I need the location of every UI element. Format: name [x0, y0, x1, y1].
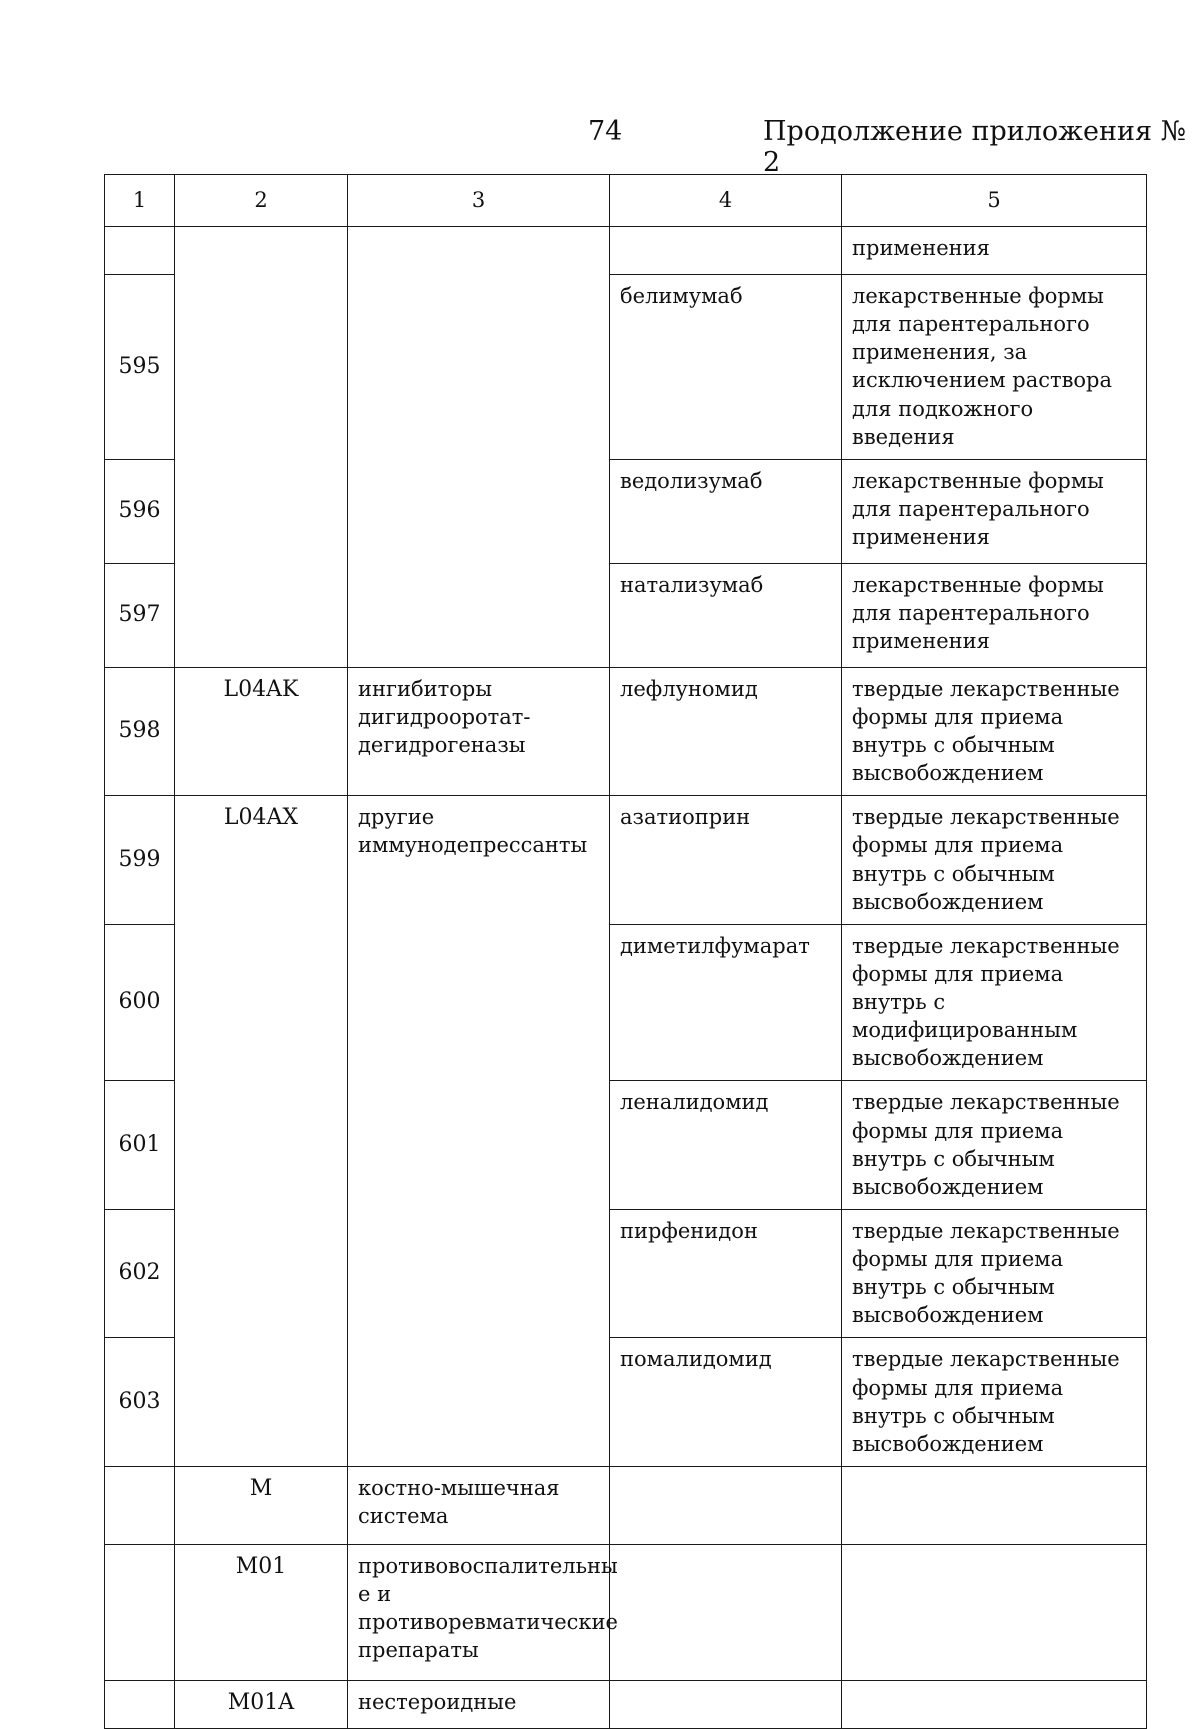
row-number-cell: 603 [105, 1338, 175, 1467]
table-row [105, 1544, 1147, 1680]
page-number: 74 [588, 116, 623, 147]
drug-name-cell [610, 1544, 842, 1680]
group-name-cell: противовоспалительны е и противоревматические препараты [348, 1544, 610, 1680]
row-number-cell: 597 [105, 563, 175, 667]
drug-name-cell: белимумаб [610, 275, 842, 460]
drug-name-cell: помалидомид [610, 1338, 842, 1467]
dosage-form-cell: твердые лекарственные формы для приема внутрь с обычным высвобождением [842, 796, 1147, 925]
atc-code-cell: M [175, 1466, 348, 1544]
appendix-continuation-note: Продолжение приложения № 2 [763, 116, 1187, 178]
drug-name-cell [610, 227, 842, 275]
dosage-form-cell [842, 1680, 1147, 1728]
column-header-2: 2 [175, 175, 348, 227]
row-number-cell [105, 1680, 175, 1728]
column-header-4: 4 [610, 175, 842, 227]
table-row [105, 796, 1147, 925]
group-name-cell: костно-мышечная система [348, 1466, 610, 1544]
drug-name-cell: ведолизумаб [610, 459, 842, 563]
dosage-form-cell: твердые лекарственные формы для приема внутрь с обычным высвобождением [842, 667, 1147, 796]
drug-name-cell: азатиоприн [610, 796, 842, 925]
row-number-cell: 601 [105, 1081, 175, 1210]
dosage-form-cell: твердые лекарственные формы для приема внутрь с обычным высвобождением [842, 1081, 1147, 1210]
dosage-form-cell: твердые лекарственные формы для приема внутрь с обычным высвобождением [842, 1338, 1147, 1467]
column-header-1: 1 [105, 175, 175, 227]
row-number-cell: 602 [105, 1209, 175, 1338]
table-row [105, 227, 1147, 275]
atc-code-cell: L04AX [175, 796, 348, 1467]
page-header [0, 108, 1200, 178]
row-number-cell [105, 1466, 175, 1544]
dosage-form-cell: твердые лекарственные формы для приема внутрь с модифицированным высвобождением [842, 924, 1147, 1081]
row-number-cell: 595 [105, 275, 175, 460]
table-row [105, 1466, 1147, 1544]
row-number-cell: 598 [105, 667, 175, 796]
dosage-form-cell: лекарственные формы для парентерального применения, за исключением раствора для подкожного введения [842, 275, 1147, 460]
drug-name-cell [610, 1466, 842, 1544]
group-name-cell: ингибиторы дигидрооротат-дегидрогеназы [348, 667, 610, 796]
table-header-row [105, 175, 1147, 227]
table-row [105, 667, 1147, 796]
row-number-cell [105, 227, 175, 275]
group-name-cell: другие иммунодепрессанты [348, 796, 610, 1467]
dosage-form-cell [842, 1466, 1147, 1544]
group-name-cell [348, 227, 610, 668]
atc-code-cell: M01A [175, 1680, 348, 1728]
atc-code-cell [175, 227, 348, 668]
drug-name-cell: лефлуномид [610, 667, 842, 796]
drug-name-cell [610, 1680, 842, 1728]
row-number-cell: 599 [105, 796, 175, 925]
medication-table [104, 174, 1147, 1729]
column-header-3: 3 [348, 175, 610, 227]
group-name-cell: нестероидные [348, 1680, 610, 1728]
row-number-cell [105, 1544, 175, 1680]
drug-name-cell: натализумаб [610, 563, 842, 667]
dosage-form-cell: лекарственные формы для парентерального применения [842, 459, 1147, 563]
drug-name-cell: пирфенидон [610, 1209, 842, 1338]
dosage-form-cell: применения [842, 227, 1147, 275]
atc-code-cell: L04AK [175, 667, 348, 796]
row-number-cell: 600 [105, 924, 175, 1081]
atc-code-cell: M01 [175, 1544, 348, 1680]
column-header-5: 5 [842, 175, 1147, 227]
dosage-form-cell: твердые лекарственные формы для приема внутрь с обычным высвобождением [842, 1209, 1147, 1338]
row-number-cell: 596 [105, 459, 175, 563]
dosage-form-cell [842, 1544, 1147, 1680]
dosage-form-cell: лекарственные формы для парентерального применения [842, 563, 1147, 667]
table-row [105, 1680, 1147, 1728]
drug-name-cell: диметилфумарат [610, 924, 842, 1081]
drug-name-cell: леналидомид [610, 1081, 842, 1210]
